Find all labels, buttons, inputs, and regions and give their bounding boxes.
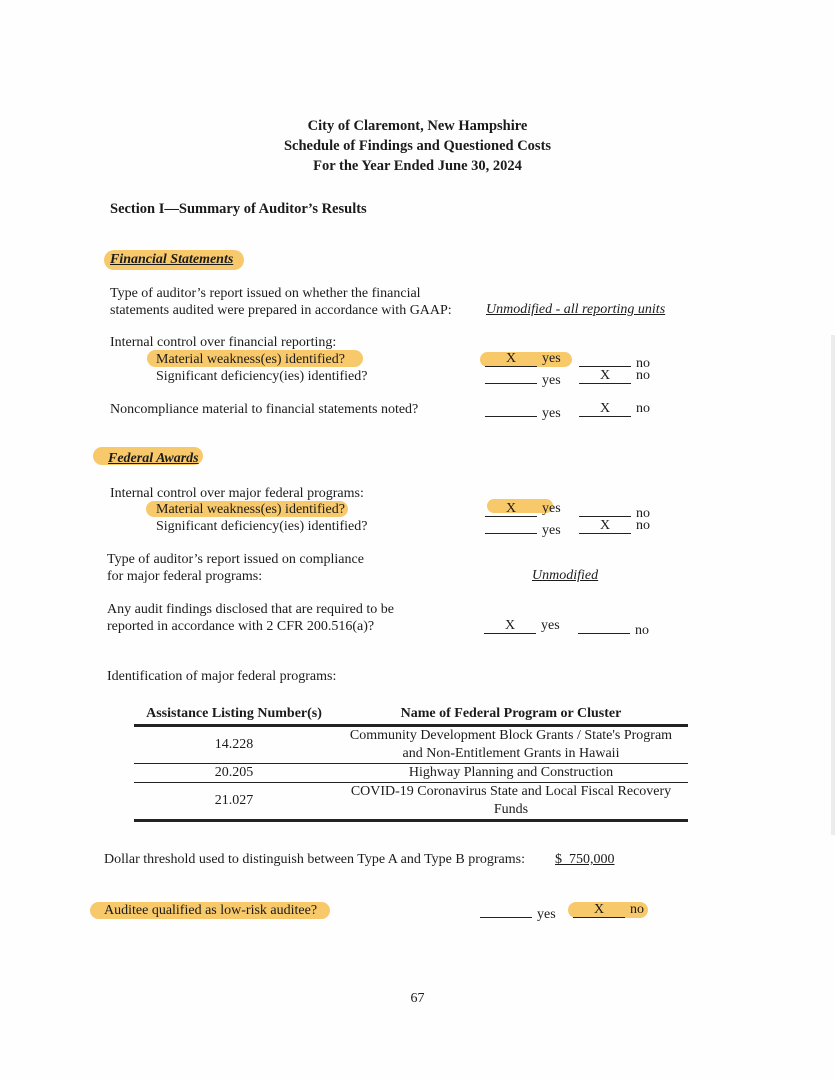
fa-findings-label xyxy=(107,601,394,635)
table-header-row xyxy=(134,706,688,726)
program-name-cell xyxy=(334,726,688,764)
no-label: no xyxy=(636,356,650,371)
yes-label: yes xyxy=(542,373,561,388)
fa-material-weakness-label: Material weakness(es) identified? xyxy=(156,502,345,517)
header-period: For the Year Ended June 30, 2024 xyxy=(313,158,522,174)
fa-material-weakness-yes[interactable] xyxy=(485,501,561,517)
answer-blank xyxy=(578,618,630,634)
yes-label: yes xyxy=(542,523,561,538)
table-row xyxy=(134,783,688,821)
yes-label: yes xyxy=(537,907,556,922)
answer-blank xyxy=(579,351,631,367)
section-title: Section I—Summary of Auditor’s Results xyxy=(110,201,367,217)
answer-blank xyxy=(485,368,537,384)
low-risk-label: Auditee qualified as low-risk auditee? xyxy=(104,903,318,918)
fs-material-weakness-yes[interactable] xyxy=(485,351,561,367)
financial-statements-heading: Financial Statements xyxy=(110,252,234,267)
fs-report-type-label xyxy=(110,285,452,319)
program-name-line: Community Development Block Grants / State's Program xyxy=(349,728,673,743)
fs-report-type-line2: statements audited were prepared in accordance with GAAP: xyxy=(110,303,452,318)
fs-report-type-value: Unmodified - all reporting units xyxy=(486,302,666,317)
page-edge-shadow xyxy=(831,335,835,835)
page-number: 67 xyxy=(410,991,425,1006)
threshold-value: $ 750,000 xyxy=(555,852,615,867)
program-name-cell: Highway Planning and Construction xyxy=(334,764,688,783)
fs-noncompliance-no[interactable] xyxy=(579,401,650,417)
fa-findings-yes[interactable] xyxy=(484,618,560,634)
fs-noncompliance-label: Noncompliance material to financial statements noted? xyxy=(110,402,419,417)
listing-number-cell: 14.228 xyxy=(134,726,334,764)
fs-significant-deficiency-label: Significant deficiency(ies) identified? xyxy=(156,369,368,384)
answer-blank: X xyxy=(579,401,631,417)
header-entity: City of Claremont, New Hampshire xyxy=(307,118,528,134)
document-header xyxy=(0,116,835,176)
fs-report-type-line1: Type of auditor’s report issued on whether the financial xyxy=(110,286,421,301)
fa-findings-line1: Any audit findings disclosed that are required to be xyxy=(107,602,394,617)
threshold-label: Dollar threshold used to distinguish between Type A and Type B programs: xyxy=(104,852,525,867)
yes-label: yes xyxy=(542,406,561,421)
fa-findings-line2: reported in accordance with 2 CFR 200.516(a)? xyxy=(107,619,375,634)
fa-compliance-report-line1: Type of auditor’s report issued on compliance xyxy=(107,552,364,567)
table-row xyxy=(134,726,688,764)
fa-compliance-report-line2: for major federal programs: xyxy=(107,569,263,584)
major-programs-table xyxy=(134,706,688,822)
no-label: no xyxy=(635,623,649,638)
column-header-listing-number: Assistance Listing Number(s) xyxy=(134,706,334,726)
no-label: no xyxy=(630,902,644,917)
program-name-line: Funds xyxy=(493,802,529,817)
answer-blank xyxy=(485,518,537,534)
fs-material-weakness-label: Material weakness(es) identified? xyxy=(156,352,345,367)
column-header-program-name: Name of Federal Program or Cluster xyxy=(334,706,688,726)
answer-blank: X xyxy=(573,902,625,918)
major-programs-intro: Identification of major federal programs: xyxy=(107,669,337,684)
fs-significant-deficiency-no[interactable] xyxy=(579,368,650,384)
program-name-line: and Non-Entitlement Grants in Hawaii xyxy=(402,746,620,761)
header-title: Schedule of Findings and Questioned Costs xyxy=(283,138,552,154)
answer-blank: X xyxy=(484,618,536,634)
answer-blank: X xyxy=(579,518,631,534)
answer-blank: X xyxy=(579,368,631,384)
fa-compliance-report-label xyxy=(107,551,364,585)
answer-blank: X xyxy=(485,501,537,517)
fs-noncompliance-yes[interactable] xyxy=(485,401,561,422)
listing-number-cell: 21.027 xyxy=(134,783,334,821)
table-row xyxy=(134,764,688,783)
program-name-cell xyxy=(334,783,688,821)
fa-significant-deficiency-no[interactable] xyxy=(579,518,650,534)
fs-internal-control-label: Internal control over financial reporting: xyxy=(110,335,337,350)
no-label: no xyxy=(636,401,650,416)
answer-blank xyxy=(579,501,631,517)
yes-label: yes xyxy=(542,501,561,516)
no-label: no xyxy=(636,368,650,383)
fs-significant-deficiency-yes[interactable] xyxy=(485,368,561,389)
no-label: no xyxy=(636,518,650,533)
fa-compliance-report-value: Unmodified xyxy=(532,568,599,583)
fa-significant-deficiency-yes[interactable] xyxy=(485,518,561,539)
low-risk-yes[interactable] xyxy=(480,902,556,923)
yes-label: yes xyxy=(542,351,561,366)
answer-blank: X xyxy=(485,351,537,367)
fa-significant-deficiency-label: Significant deficiency(ies) identified? xyxy=(156,519,368,534)
low-risk-no[interactable] xyxy=(573,902,644,918)
listing-number-cell: 20.205 xyxy=(134,764,334,783)
answer-blank xyxy=(485,401,537,417)
federal-awards-heading: Federal Awards xyxy=(108,451,199,466)
fa-findings-no[interactable] xyxy=(578,618,649,639)
program-name-line: COVID-19 Coronavirus State and Local Fiscal Recovery xyxy=(350,784,672,799)
no-label: no xyxy=(636,506,650,521)
yes-label: yes xyxy=(541,618,560,633)
answer-blank xyxy=(480,902,532,918)
fa-internal-control-label: Internal control over major federal programs: xyxy=(110,486,364,501)
